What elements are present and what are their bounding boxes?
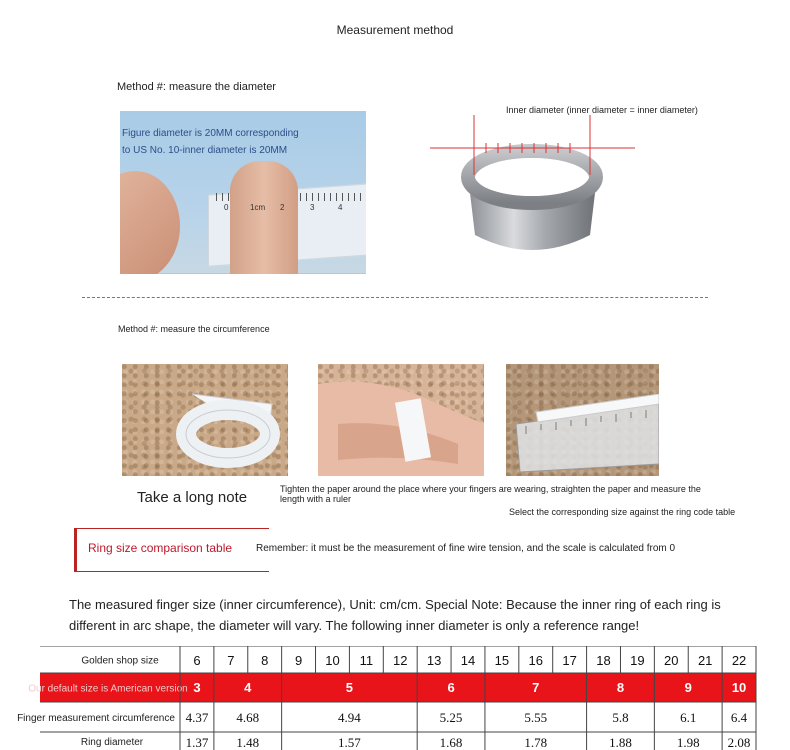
photo-caption-line-2: to US No. 10-inner diameter is 20MM [122,145,288,156]
golden-size-cell: 19 [630,653,645,668]
ruler-tick-1: 1cm [250,203,266,212]
banner-label: Ring size comparison table [88,541,233,555]
circumference-cell: 4.94 [338,710,361,725]
circumference-cell: 4.37 [185,710,209,725]
table-row-label-0: Golden shop size [81,655,159,667]
diameter-cell: 1.57 [338,735,361,750]
diameter-cell: 1.37 [185,735,209,750]
table-row-label-2: Finger measurement circumference [17,713,175,724]
us-size-cell: 8 [616,680,625,695]
finger-shape [230,161,298,274]
golden-size-cell: 8 [261,653,269,668]
photo-caption [122,125,299,159]
diameter-cell: 1.48 [236,735,260,750]
page-title: Measurement method [336,23,454,37]
golden-size-cell: 11 [359,653,374,668]
golden-size-cell: 21 [697,653,713,668]
diameter-cell: 1.78 [524,735,548,750]
us-size-cell: 9 [684,680,692,695]
banner-remember-text: Remember: it must be the measurement of fine wire tension, and the scale is calculated from 0 [256,543,676,554]
circumference-cell: 5.25 [439,710,463,725]
step-1-text: Take a long note [137,489,248,506]
us-size-cell: 10 [731,680,747,695]
circumference-cell: 5.55 [524,710,548,725]
circumference-cell: 6.4 [730,710,748,725]
golden-size-cell: 16 [528,653,543,668]
finger-wrap-svg [318,364,484,476]
ring-illustration [430,115,635,265]
golden-size-cell: 20 [664,653,679,668]
golden-size-cell: 10 [325,653,340,668]
ring-size-table [0,646,790,750]
ruler-tick-0: 0 [224,203,229,212]
diameter-cell: 1.68 [439,735,463,750]
diameter-cell: 1.98 [676,735,700,750]
method-diameter-heading: Method #: measure the diameter [117,81,276,93]
circumference-cell: 5.8 [612,710,629,725]
circumference-cell: 4.68 [236,710,260,725]
photo-caption-line-1: Figure diameter is 20MM corresponding [122,128,299,139]
paper-strip-photo [122,364,288,476]
ring-svg [430,115,635,265]
diameter-cell: 2.08 [727,735,751,750]
golden-size-cell: 6 [193,653,201,668]
finger-wrap-photo [318,364,484,476]
ruler-tick-4: 4 [338,203,343,212]
golden-size-cell: 18 [596,653,611,668]
inner-diameter-label: Inner diameter (inner diameter = inner diameter) [506,105,698,115]
ruler-measure-svg [506,364,659,476]
golden-size-cell: 14 [460,653,476,668]
golden-size-cell: 13 [426,653,442,668]
us-size-cell: 7 [532,680,540,695]
us-size-cell: 4 [244,680,252,695]
step-2-text: Tighten the paper around the place where your fingers are wearing, straighten the paper and measure the length with a ruler [280,484,701,504]
section-divider [82,297,708,298]
ruler-tick-3: 3 [310,203,315,212]
special-note: The measured finger size (inner circumference), Unit: cm/cm. Special Note: Because the inner ring of each ring is different in arc shape, the diameter will vary. The following inner diameter is only a reference range! [69,597,721,633]
us-size-cell: 3 [193,680,201,695]
diameter-cell: 1.88 [609,735,632,750]
golden-size-cell: 17 [562,653,577,668]
table-row-label-1: Our default size is American version [28,683,188,695]
method-circumference-heading: Method #: measure the circumference [118,324,270,334]
golden-size-cell: 22 [731,653,747,668]
golden-size-cell: 12 [393,653,408,668]
step-3-text: Select the corresponding size against the ring code table [509,507,736,517]
us-size-cell: 5 [345,680,354,695]
golden-size-cell: 15 [494,653,510,668]
ring-size-table-svg [0,646,790,750]
ruler-tick-2: 2 [280,203,285,212]
finger-ruler-photo [120,111,366,274]
golden-size-cell: 9 [294,653,303,668]
us-size-cell: 6 [447,680,455,695]
size-comparison-banner [74,528,734,572]
ruler-measure-photo [506,364,659,476]
golden-size-cell: 7 [227,653,235,668]
table-row-label-3: Ring diameter [80,737,144,748]
paper-strip-svg [122,364,288,476]
ring-hole [476,158,588,196]
circumference-cell: 6.1 [680,710,697,725]
